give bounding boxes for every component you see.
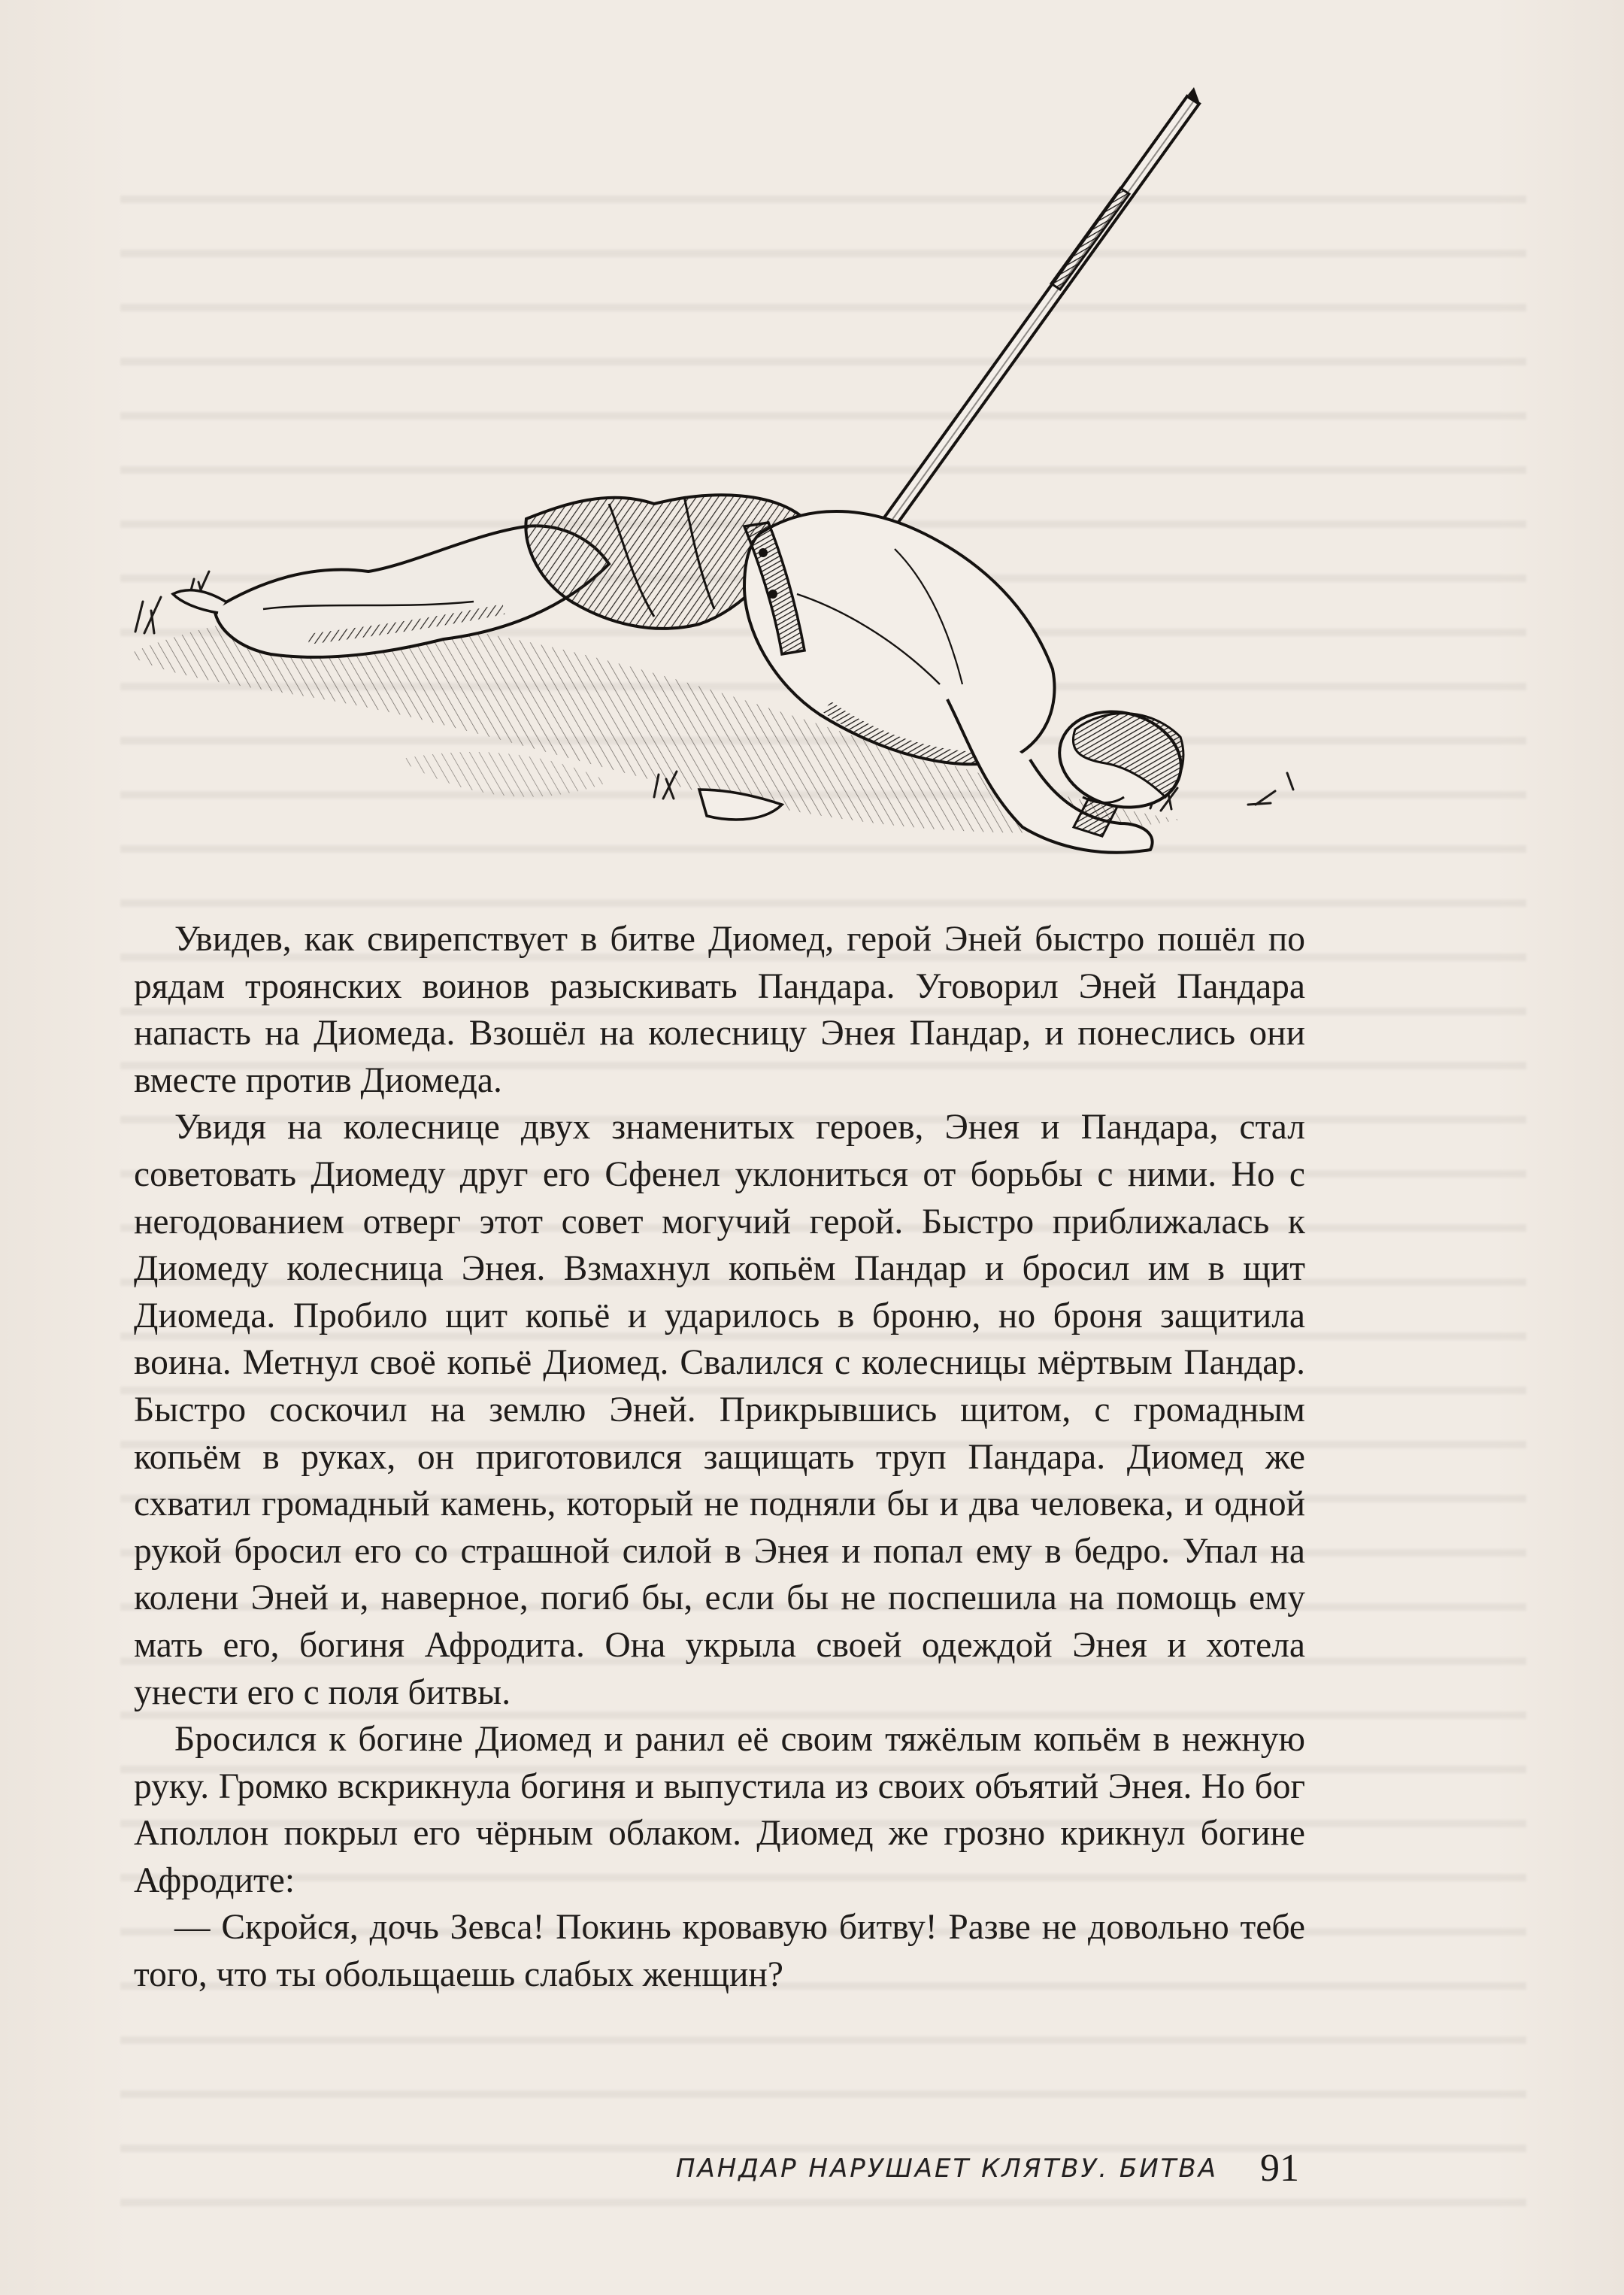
running-head: ПАНДАР НАРУШАЕТ КЛЯТВУ. БИТВА bbox=[675, 2154, 1218, 2184]
paragraph: — Скройся, дочь Зевса! Покинь кровавую битву! Разве не довольно тебе того, что ты обольщаешь слабых женщин? bbox=[134, 1908, 1305, 1995]
main-text bbox=[134, 916, 1305, 1999]
page-number: 91 bbox=[1260, 2147, 1299, 2190]
spear bbox=[862, 87, 1200, 556]
paragraph: Увидя на колеснице двух знаменитых героев, Энея и Пандара, стал советовать Диомеду друг его Сфенел уклониться от борьбы с ними. Но с негодованием отверг этот совет могучий герой. Быстро приближалась к Диомеду колесница Энея. Взмахнул копьём Пандар и бросил им в щит Диомеда. Пробило щит копьё и ударилось в броню, но броня защитила воина. Метнул своё копьё Диомед. Свалился с колесницы мёртвым Пандар. Быстро соскочил на землю Эней. Прикрывшись щитом, с громадным копьём в руках, он приготовился защищать труп Пандара. Диомед же схватил громадный камень, который не подняли бы и два человека, и одной рукой бросил его со страшной силой в Энея и попал ему в бедро. Упал на колени Эней и, наверное, погиб бы, если бы не поспешила на помощь ему мать его, богиня Афродита. Она укрыла своей одеждой Энея и хотела унести его с поля битвы. bbox=[134, 1108, 1305, 1712]
page-footer bbox=[0, 2142, 1624, 2202]
paragraph: Увидев, как свирепствует в битве Диомед, герой Эней быстро пошёл по рядам троянских воинов разыскивать Пандара. Уговорил Эней Пандара напасть на Диомеда. Взошёл на колесницу Энея Пандар, и понеслись они вместе против Диомеда. bbox=[134, 920, 1305, 1100]
paragraph: Бросился к богине Диомед и ранил её своим тяжёлым копьём в нежную руку. Громко вскрикнула богиня и выпустила из своих объятий Энея. Но бог Аполлон покрыл его чёрным облаком. Диомед же грозно крикнул богине Афродите: bbox=[134, 1720, 1305, 1900]
fallen-warrior-illustration bbox=[83, 83, 1301, 880]
